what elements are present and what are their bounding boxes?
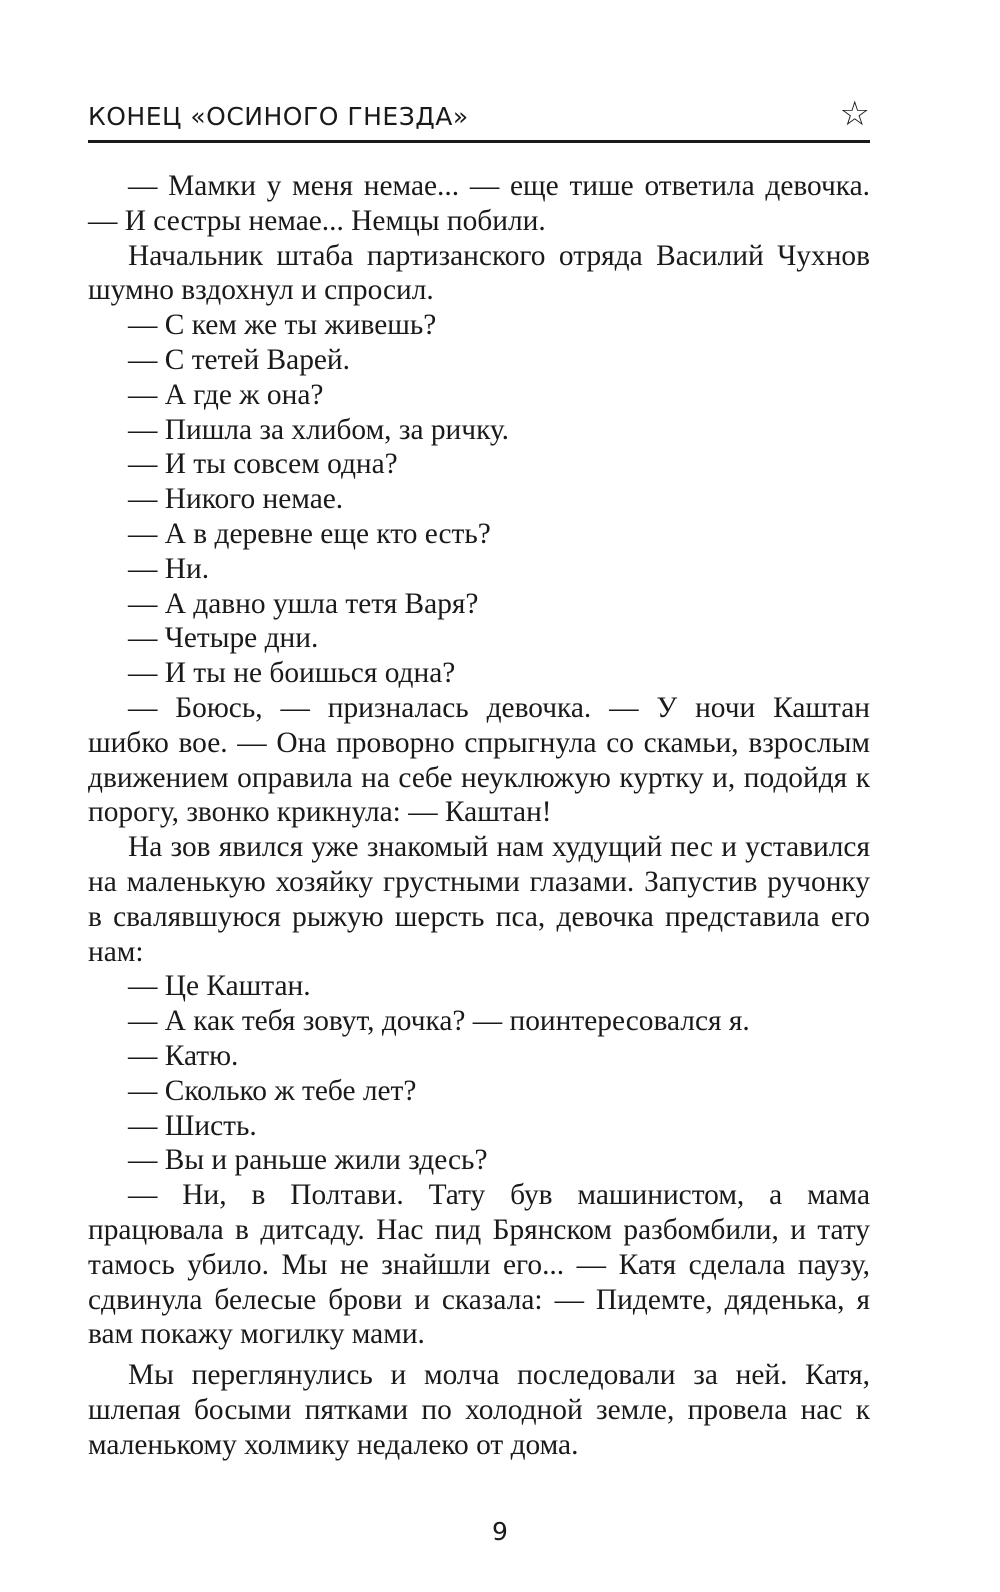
- paragraph: — Вы и раньше жили здесь?: [128, 1144, 488, 1177]
- paragraph: — Никого немае.: [128, 483, 344, 516]
- paragraph: — А в деревне еще кто есть?: [128, 517, 491, 550]
- paragraph: — Пишла за хлибом, за ричку.: [128, 413, 510, 446]
- paragraph: — А давно ушла тетя Варя?: [128, 587, 479, 620]
- paragraph: — Ни.: [128, 552, 210, 585]
- paragraph: — Це Каштан.: [128, 970, 311, 1003]
- paragraph: — Ни, в Полтави. Тату був машинистом, а мама працювала в дитсаду. Нас пид Брянском разбомбили, и тату тамось убило. Мы не знайшли его... — Катя сделала паузу, сдвинула белесые брови и сказала: — Пидемте, дяденька, я вам покажу могилку мами.: [88, 1179, 870, 1351]
- running-header-title: КОНЕЦ «ОСИНОГО ГНЕЗДА»: [88, 102, 469, 131]
- paragraph: — Четыре дни.: [128, 622, 319, 655]
- paragraph: Начальник штаба партизанского отряда Василий Чухнов шумно вздохнул и спросил.: [88, 239, 870, 307]
- paragraph: — И ты совсем одна?: [128, 448, 398, 481]
- paragraph: — И ты не боишься одна?: [128, 657, 456, 690]
- star-icon: ☆: [839, 94, 870, 134]
- paragraph: — Шисть.: [128, 1109, 257, 1142]
- paragraph: — А как тебя зовут, дочка? — поинтересовался я.: [128, 1005, 750, 1038]
- paragraph: — Катю.: [128, 1039, 239, 1072]
- paragraph: — С тетей Варей.: [128, 343, 351, 376]
- paragraph: — А где ж она?: [128, 378, 324, 411]
- page-number: 9: [492, 1517, 508, 1546]
- paragraph: На зов явился уже знакомый нам худущий пес и уставился на маленькую хозяйку грустными глазами. Запустив ручонку в свалявшуюся рыжую шерсть пса, девочка представила его нам:: [88, 831, 870, 968]
- paragraph: — Сколько ж тебе лет?: [128, 1074, 417, 1107]
- paragraph: — Боюсь, — призналась девочка. — У ночи Каштан шибко вое. — Она проворно спрыгнула со скамьи, взрослым движением оправила на себе неуклюжую куртку и, подойдя к порогу, звонко крикнула: — Каштан!: [88, 691, 870, 829]
- paragraph: Мы переглянулись и молча последовали за ней. Катя, шлепая босыми пятками по холодной земле, провела нас к маленькому холмику недалеко от дома.: [88, 1359, 870, 1461]
- body-text: [88, 169, 870, 1462]
- paragraph: — Мамки у меня немае... — еще тише ответила девочка. — И сестры немае... Немцы побили.: [88, 170, 870, 237]
- paragraph: — С кем же ты живешь?: [128, 309, 437, 342]
- running-header: [88, 92, 870, 143]
